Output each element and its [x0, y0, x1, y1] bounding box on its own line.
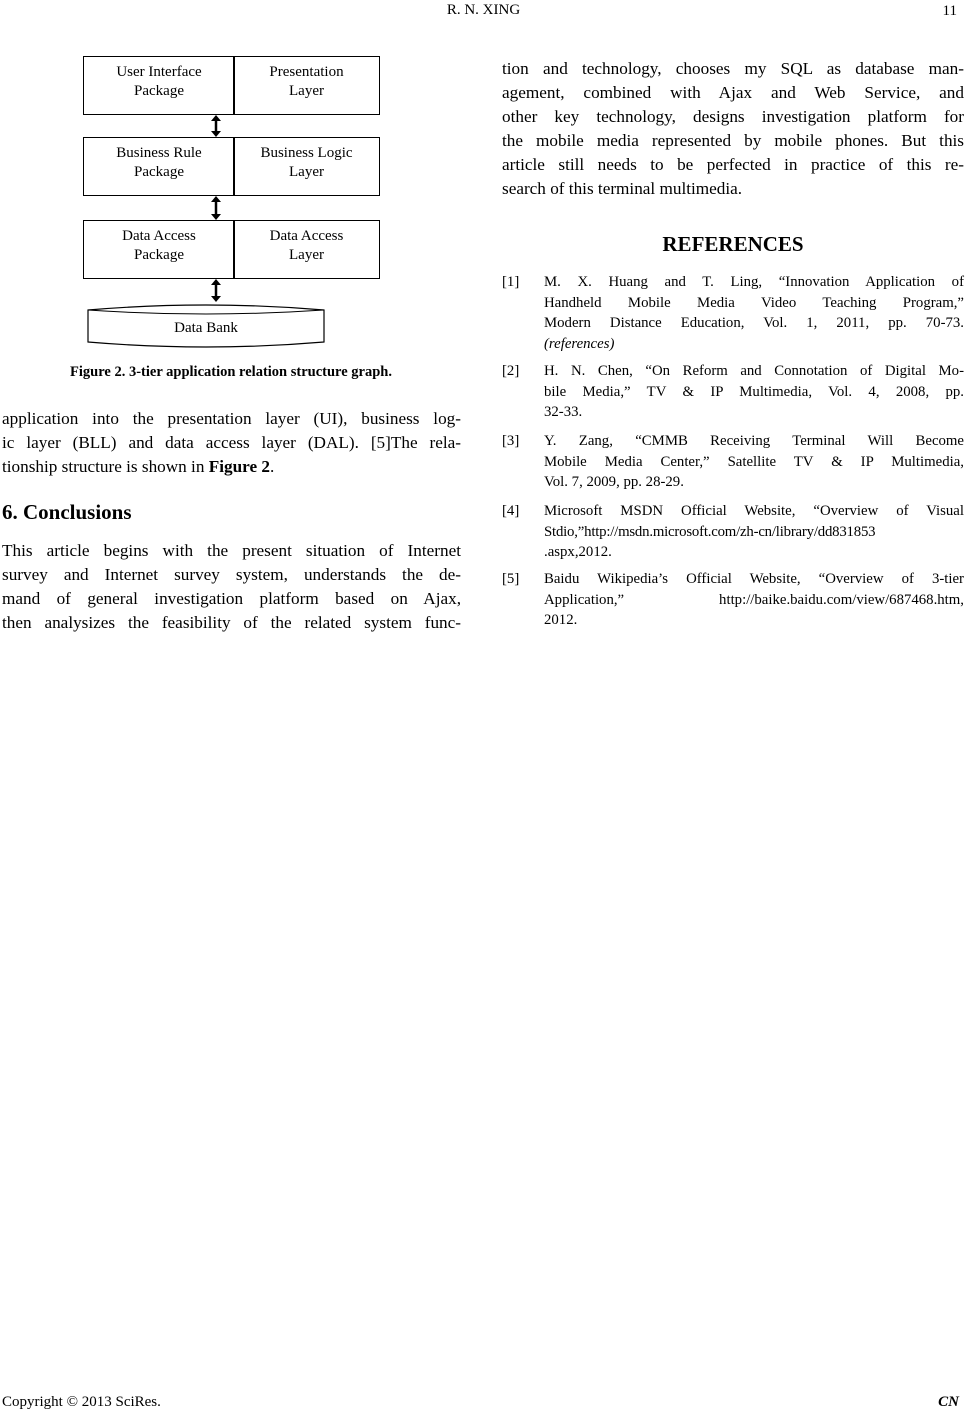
text-line: agement, combined with Ajax and Web Service, and [502, 83, 964, 102]
double-arrow-icon [211, 115, 221, 137]
business-rule-package-box: Business Rule Package [83, 137, 235, 196]
reference-item [502, 569, 964, 633]
text-segment: tionship structure is shown in [2, 457, 209, 476]
text-line: 32-33. [544, 404, 583, 420]
text-line: H. N. Chen, “On Reform and Connotation of Digital Mo- [544, 363, 964, 379]
text-line: article still needs to be perfected in practice of this re- [502, 155, 964, 174]
footer-copyright: Copyright © 2013 SciRes. [2, 1394, 161, 1410]
text-segment: . [270, 457, 275, 476]
text-line: survey and Internet survey system, understands the de- [2, 565, 461, 584]
text-line: ic layer (BLL) and data access layer (DAL). [5]The rela- [2, 433, 461, 452]
text-line: tion and technology, chooses my SQL as database man- [502, 59, 964, 78]
double-arrow-icon [211, 196, 221, 220]
reference-item [502, 361, 964, 425]
footer-journal: CN [938, 1394, 959, 1410]
text-line: Handheld Mobile Media Video Teaching Program,” [544, 294, 964, 311]
text-line: This article begins with the present situation of Internet [2, 541, 461, 560]
reference-text [544, 501, 964, 563]
text-line: 2012. [544, 612, 578, 628]
text-line: Mobile Media Center,” Satellite TV & IP Multimedia, [544, 453, 964, 470]
text-line: Modern Distance Education, Vol. 1, 2011, pp. 70-73. [544, 315, 964, 331]
reference-number: [2] [502, 363, 520, 379]
text-line: Application,” http://baike.baidu.com/view/687468.htm, [544, 591, 964, 608]
user-interface-package-box: User Interface Package [83, 56, 235, 115]
presentation-layer-box: Presentation Layer [233, 56, 380, 115]
reference-number: [5] [502, 571, 520, 587]
data-access-layer-box: Data Access Layer [233, 220, 380, 279]
text-line: application into the presentation layer (UI), business log- [2, 409, 461, 428]
reference-text [544, 569, 964, 631]
running-head: R. N. XING [446, 2, 521, 18]
data-access-package-box: Data Access Package [83, 220, 235, 279]
reference-item [502, 431, 964, 495]
double-arrow-icon [211, 279, 221, 302]
reference-number: [1] [502, 274, 520, 290]
body-paragraph [2, 407, 461, 479]
text-line: Baidu Wikipedia’s Official Website, “Overview of 3-tier [544, 571, 964, 587]
figure-reference: Figure 2 [208, 457, 270, 476]
text-line: search of this terminal multimedia. [502, 179, 743, 198]
text-line: M. X. Huang and T. Ling, “Innovation Application of [544, 274, 964, 290]
reference-item [502, 501, 964, 565]
reference-number: [3] [502, 433, 520, 449]
figure-caption: Figure 2. 3-tier application relation structure graph. [70, 364, 392, 380]
text-line: .aspx,2012. [544, 544, 612, 560]
body-paragraph [502, 57, 964, 201]
text-line: Vol. 7, 2009, pp. 28-29. [544, 474, 684, 490]
business-logic-layer-box: Business Logic Layer [233, 137, 380, 196]
section-heading: 6. Conclusions [2, 500, 132, 524]
text-line [2, 455, 461, 479]
text-line: other key technology, designs investigation platform for [502, 107, 964, 126]
text-line: bile Media,” TV & IP Multimedia, Vol. 4, 2008, pp. [544, 383, 964, 400]
text-line: Y. Zang, “CMMB Receiving Terminal Will Become [544, 433, 964, 449]
references-heading: REFERENCES [662, 232, 804, 256]
text-line: the mobile media represented by mobile phones. But this [502, 131, 964, 150]
reference-number: [4] [502, 503, 520, 519]
text-line: Stdio,”http://msdn.microsoft.com/zh-cn/library/dd831853 [544, 523, 876, 540]
data-bank-label: Data Bank [174, 320, 238, 336]
text-line: mand of general investigation platform based on Ajax, [2, 589, 461, 608]
reference-text [544, 272, 964, 354]
text-line: Microsoft MSDN Official Website, “Overview of Visual [544, 503, 964, 519]
text-line: then analysizes the feasibility of the related system func- [2, 613, 461, 632]
reference-text [544, 431, 964, 493]
reference-text [544, 361, 964, 423]
page-number: 11 [942, 3, 957, 19]
reference-note: (references) [544, 335, 615, 352]
reference-item [502, 272, 964, 356]
conclusions-paragraph [2, 539, 461, 635]
